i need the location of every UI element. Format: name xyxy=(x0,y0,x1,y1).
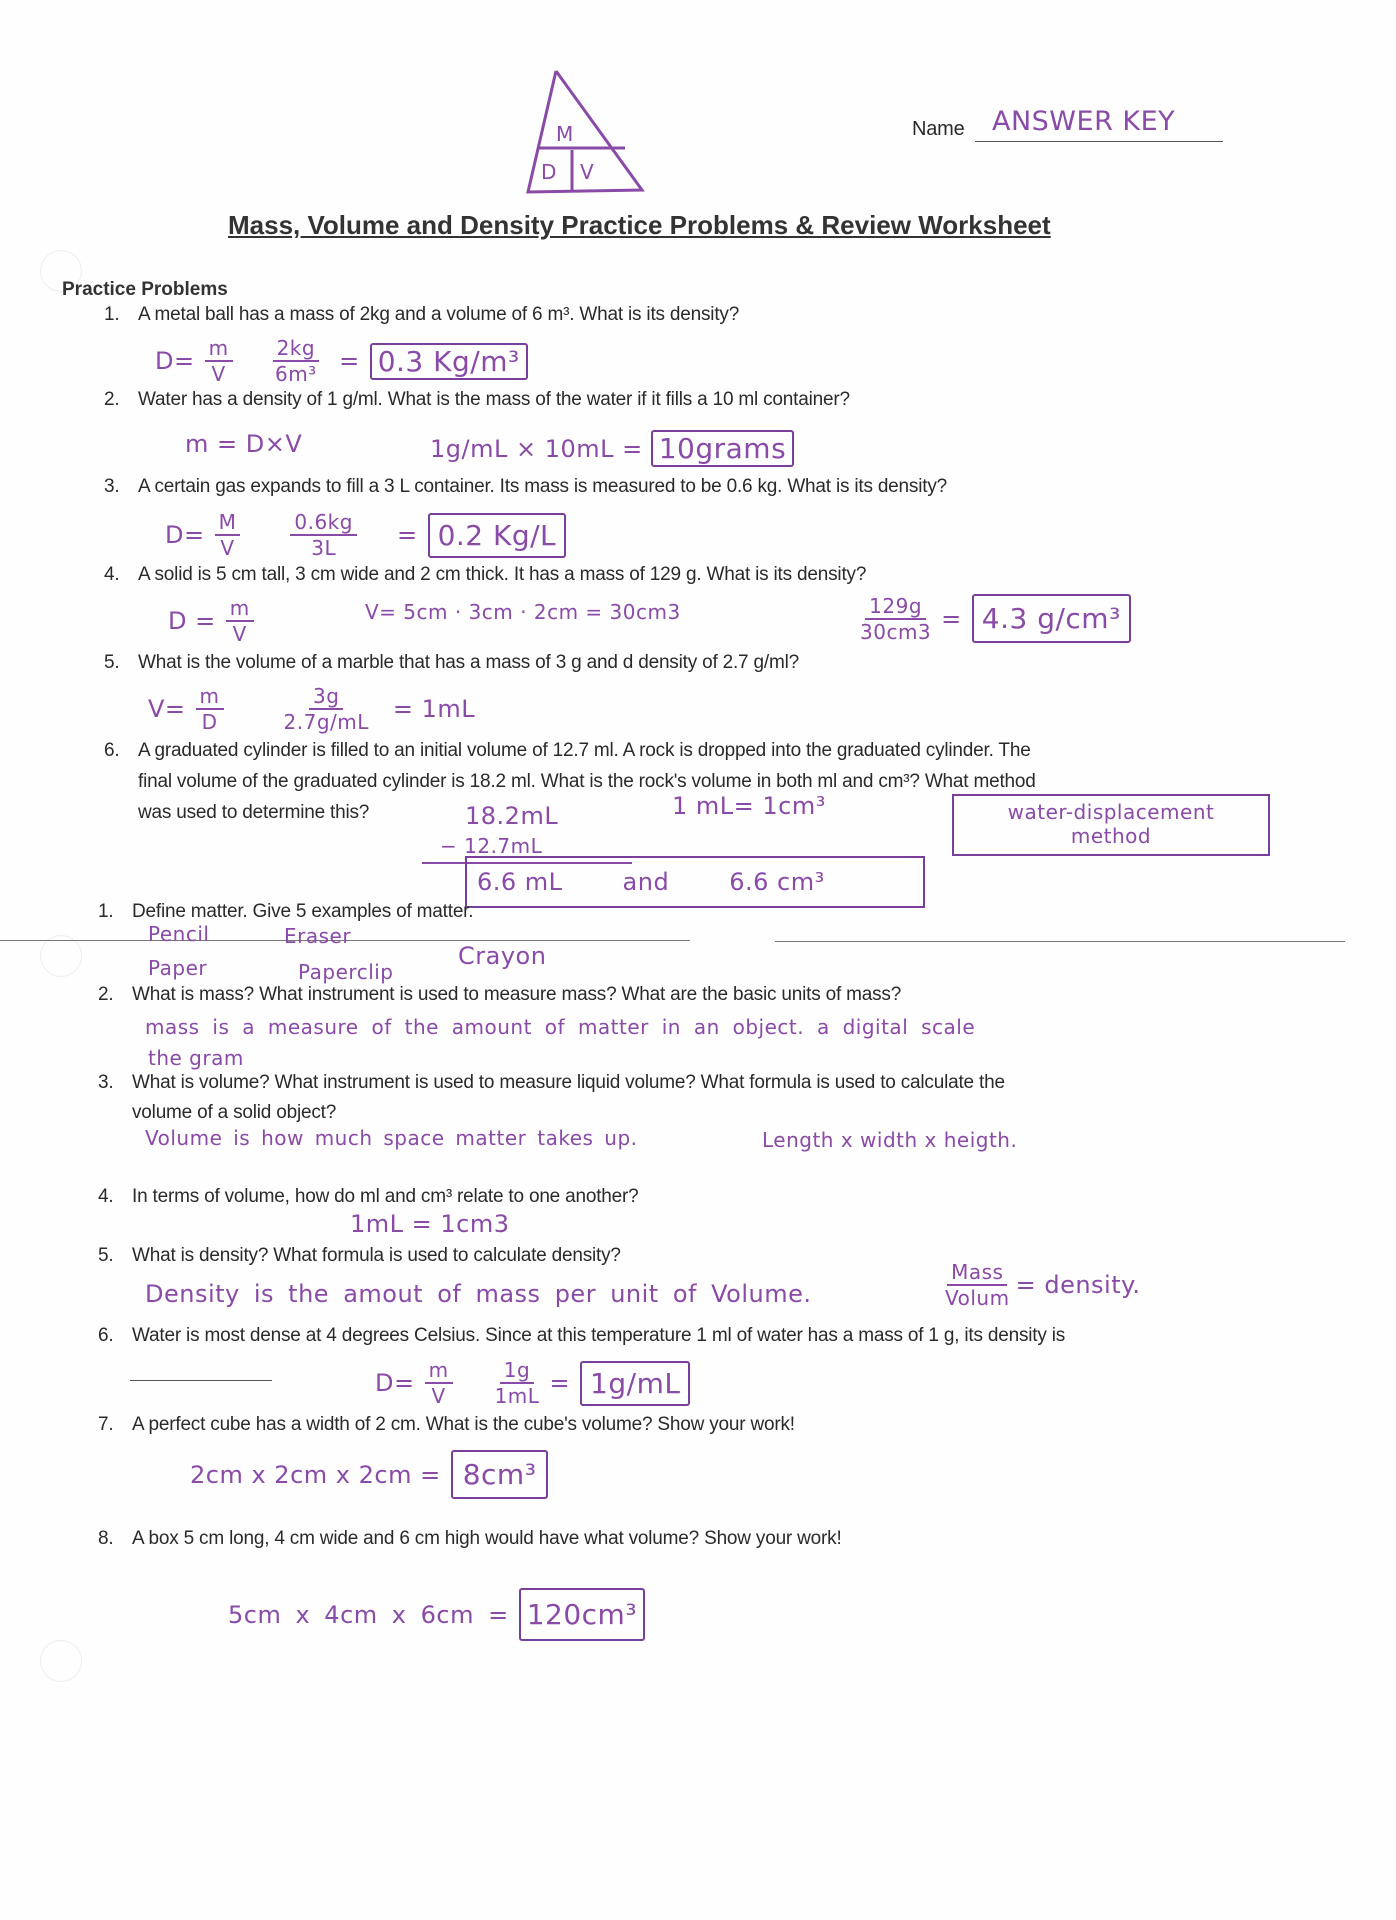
answer-box: 0.2 Kg/L xyxy=(428,513,567,558)
answer-box: 10grams xyxy=(651,430,794,467)
review-question-2: 2. What is mass? What instrument is used to measure mass? What are the basic units of mass? xyxy=(98,984,902,1005)
worksheet-title: Mass, Volume and Density Practice Problems & Review Worksheet xyxy=(228,210,1051,240)
practice-method-6: water-displacement method xyxy=(952,794,1270,856)
review-answer-1b: Eraser xyxy=(284,924,352,948)
practice-question-2: 2. Water has a density of 1 g/ml. What is the mass of the water if it fills a 10 ml container? xyxy=(104,389,850,410)
answer-box: 4.3 g/cm³ xyxy=(972,594,1131,643)
triangle-d-label: D xyxy=(541,160,557,184)
review-answer-2a: mass is a measure of the amount of matter in an object. a digital scale xyxy=(145,1015,976,1039)
review-work-6: D= $\frac{m}{V}$ $\frac{1g}{1mL}$ = 1g/mL xyxy=(375,1360,690,1406)
review-question-1: 1. Define matter. Give 5 examples of matter. xyxy=(98,901,474,922)
review-answer-1c: Crayon xyxy=(458,942,547,970)
review-question-7: 7. A perfect cube has a width of 2 cm. What is the cube's volume? Show your work! xyxy=(98,1414,795,1435)
review-question-5: 5. What is density? What formula is used to calculate density? xyxy=(98,1245,621,1266)
review-question-4: 4. In terms of volume, how do ml and cm³ relate to one another? xyxy=(98,1186,639,1207)
review-answer-3: Volume is how much space matter takes up. xyxy=(145,1126,638,1150)
practice-work-1: D= $\frac{m}{V}$ $\frac{2kg}{\text{6m³}}$ = 0.3 Kg/m³ xyxy=(155,338,528,384)
answer-box: 0.3 Kg/m³ xyxy=(370,343,528,380)
answer-line xyxy=(775,941,1345,942)
triangle-m-label: M xyxy=(556,122,574,146)
practice-question-1: 1. A metal ball has a mass of 2kg and a volume of 6 m³. What is its density? xyxy=(104,304,740,325)
answer-blank xyxy=(130,1380,272,1381)
review-answer-1d: Paper xyxy=(148,956,208,980)
review-answer-5: Density is the amout of mass per unit of Volume. xyxy=(145,1280,812,1308)
review-work-8: 5cm x 4cm x 6cm = 120cm³ xyxy=(228,1588,645,1641)
answer-box: 1g/mL xyxy=(580,1361,690,1406)
name-value: ANSWER KEY xyxy=(992,106,1176,137)
review-answer-4: 1mL = 1cm3 xyxy=(350,1210,510,1238)
practice-work-4: D = $\frac{m}{V}$ xyxy=(168,598,254,644)
practice-work-6-line2: − 12.7mL xyxy=(440,834,543,858)
review-question-6: 6. Water is most dense at 4 degrees Celsius. Since at this temperature 1 ml of water has a mass of 1 g, its density is xyxy=(98,1325,1066,1346)
practice-work-6-line1: 18.2mL xyxy=(465,802,559,830)
review-answer-2b: the gram xyxy=(148,1046,244,1070)
answer-box: 120cm³ xyxy=(519,1588,645,1641)
hole-punch-mark xyxy=(40,1640,82,1682)
practice-heading: Practice Problems xyxy=(62,279,228,300)
hole-punch-mark xyxy=(40,935,82,977)
review-question-8: 8. A box 5 cm long, 4 cm wide and 6 cm high would have what volume? Show your work! xyxy=(98,1528,842,1549)
name-underline xyxy=(975,141,1223,142)
name-label: Name xyxy=(912,118,965,140)
answer-box: 8cm³ xyxy=(451,1450,549,1499)
review-work-7: 2cm x 2cm x 2cm = 8cm³ xyxy=(190,1450,548,1499)
practice-volume-4: V= 5cm · 3cm · 2cm = 30cm3 xyxy=(365,600,681,624)
review-answer-1e: Paperclip xyxy=(298,960,394,984)
practice-work-5: V= $\frac{m}{D}$ $\frac{3g}{2.7g/mL}$ = 1mL xyxy=(148,684,476,734)
review-answer-3-formula: Length x width x heigth. xyxy=(762,1128,1018,1152)
practice-question-4: 4. A solid is 5 cm tall, 3 cm wide and 2 cm thick. It has a mass of 129 g. What is its density? xyxy=(104,564,867,585)
practice-work-6-conversion: 1 mL= 1cm³ xyxy=(672,792,826,820)
review-answer-5-formula: $\frac{\text{Mass}}{\text{Volum}}$ = density. xyxy=(945,1260,1141,1310)
practice-work-3: D= $\frac{M}{V}$ $\frac{0.6kg}{3L}$ = 0.2 Kg/L xyxy=(165,512,566,558)
triangle-v-label: V xyxy=(580,160,595,184)
review-answer-1a: Pencil xyxy=(148,922,210,946)
review-question-3: 3. What is volume? What instrument is used to measure liquid volume? What formula is used to calculate the volume of a solid object? xyxy=(98,1072,1005,1123)
practice-question-3: 3. A certain gas expands to fill a 3 L container. Its mass is measured to be 0.6 kg. What is its density? xyxy=(104,476,947,497)
practice-question-5: 5. What is the volume of a marble that has a mass of 3 g and d density of 2.7 g/ml? xyxy=(104,652,799,673)
practice-calc-2: 1g/mL × 10mL = 10grams xyxy=(430,430,794,467)
practice-answer-6: 6.6 mL and 6.6 cm³ xyxy=(465,856,925,908)
practice-question-6: 6. A graduated cylinder is filled to an initial volume of 12.7 ml. A rock is dropped into the graduated cylinder. The final volume of the graduated cylinder is 18.2 ml. What is the rock's volume in both ml and cm³? What method was used to determine this? xyxy=(104,740,1036,823)
practice-calc-4: $\frac{129g}{30cm3}$ = 4.3 g/cm³ xyxy=(860,594,1131,643)
practice-work-2: m = D×V xyxy=(185,430,303,458)
